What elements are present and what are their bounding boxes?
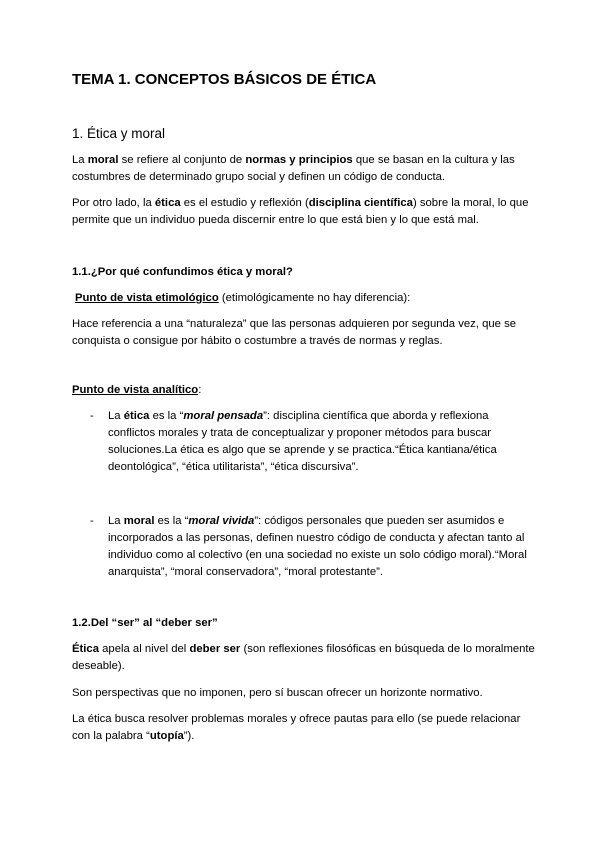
section-1-1-heading: 1.1.¿Por qué confundimos ética y moral?	[72, 266, 293, 278]
bullet-1-line-2: conflictos morales y trata de conceptualizar y proponer métodos para buscar	[108, 427, 492, 439]
section-1-p1-line-1: La moral se refiere al conjunto de normas y principios que se basan en la cultura y las	[72, 154, 515, 166]
document-title: TEMA 1. CONCEPTOS BÁSICOS DE ÉTICA	[72, 71, 377, 88]
bullet-2-line-2: incorporados a las personas, definen nuestro código de conducta y afectan tanto al	[108, 532, 525, 544]
section-1-2-p1-line-2: deseable).	[72, 660, 125, 672]
bullet-marker: -	[90, 515, 94, 527]
section-1-heading: 1. Ética y moral	[72, 126, 166, 141]
bullet-marker: -	[90, 410, 94, 422]
section-1-p2-line-2: permite que un individuo pueda discernir entre lo que está bien y lo que está mal.	[72, 214, 479, 226]
etymological-text-line-1: Hace referencia a una “naturaleza” que las personas adquieren por segunda vez, que se	[72, 318, 517, 330]
bullet-1-line-4: deontológica”, “ética utilitarista”, “ética discursiva”.	[108, 461, 359, 473]
bullet-2-line-4: anarquista”, “moral conservadora”, “moral protestante”.	[108, 566, 384, 578]
section-1-p2-line-1: Por otro lado, la ética es el estudio y reflexión (disciplina científica) sobre la moral, lo que	[72, 197, 529, 209]
section-1-2-p3-line-1: La ética busca resolver problemas morales y ofrece pautas para ello (se puede relacionar	[72, 713, 521, 725]
section-1-2-p2: Son perspectivas que no imponen, pero sí buscan ofrecer un horizonte normativo.	[72, 687, 483, 699]
etymological-text-line-2: conquista o consigue por hábito o costumbre a través de normas y reglas.	[72, 335, 443, 347]
bullet-2-line-3: individuo como al colectivo (en una sociedad no existe un solo código moral).“Moral	[108, 549, 527, 561]
etymological-viewpoint-line: Punto de vista etimológico (etimológicamente no hay diferencia):	[75, 292, 411, 304]
section-1-2-heading: 1.2.Del “ser” al “deber ser”	[72, 617, 218, 629]
section-1-p1-line-2: costumbres de determinado grupo social y definen un código de conducta.	[72, 171, 446, 183]
analytic-viewpoint-line: Punto de vista analítico:	[72, 384, 202, 396]
bullet-1-line-1: La ética es la “moral pensada”: disciplina científica que aborda y reflexiona	[108, 410, 489, 422]
bullet-2-line-1: La moral es la “moral vivida”: códigos personales que pueden ser asumidos e	[108, 515, 505, 527]
section-1-2-p3-line-2: con la palabra “utopía”).	[72, 730, 195, 742]
bullet-1-line-3: soluciones.La ética es algo que se aprende y se practica.“Ética kantiana/ética	[108, 444, 497, 456]
section-1-2-p1-line-1: Ética apela al nivel del deber ser (son reflexiones filosóficas en búsqueda de lo moralmente	[72, 643, 535, 655]
